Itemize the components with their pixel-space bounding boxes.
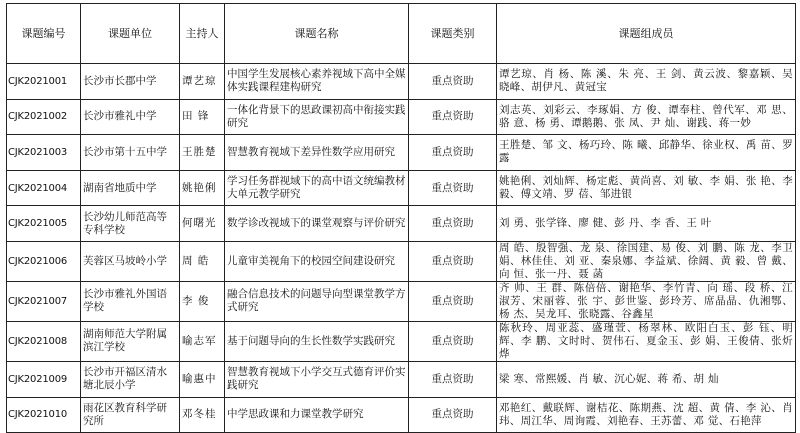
project-type: 重点资助 <box>409 99 497 135</box>
project-type: 重点资助 <box>409 241 497 281</box>
header-code: 课题编号 <box>7 4 81 64</box>
project-members: 陈秋玲、周亚蕊、盛瑾萱、杨翠林、欧阳白玉、彭 钰、明 辉、李 鹏、文时时、贺伟石、夏金玉、彭 娟、王俊倩、张炘烨 <box>497 321 796 361</box>
header-members: 课题组成员 <box>497 4 796 64</box>
project-name: 数学诊改视域下的课堂观察与评价研究 <box>225 206 409 242</box>
project-host: 姚艳俐 <box>180 170 225 206</box>
project-type: 重点资助 <box>409 64 497 100</box>
project-host: 谭艺琼 <box>180 64 225 100</box>
project-name: 儿童审美视角下的校园空间建设研究 <box>225 241 409 281</box>
project-type: 重点资助 <box>409 170 497 206</box>
project-members: 梁 寒、常熙媛、肖 敏、沉心妮、蒋 希、胡 灿 <box>497 361 796 397</box>
table-row <box>7 361 796 397</box>
table-row <box>7 397 796 433</box>
project-members: 谭艺琼、肖 杨、陈 溪、朱 亮、王 剑、黄云波、黎嘉颖、吴晓峰、胡伊凡、黄冠宝 <box>497 64 796 100</box>
project-name: 智慧教育视域下差异性数学应用研究 <box>225 135 409 171</box>
project-name: 学习任务群视域下的高中语文统编教材大单元教学研究 <box>225 170 409 206</box>
project-host: 王胜楚 <box>180 135 225 171</box>
project-name: 融合信息技术的问题导向型课堂教学方式研究 <box>225 281 409 321</box>
project-unit: 湖南师范大学附属滨江学校 <box>81 321 180 361</box>
project-unit: 长沙市雅礼外国语学校 <box>81 281 180 321</box>
table-row <box>7 206 796 242</box>
project-members: 刘志英、刘彩云、李琢娟、方 俊、谭奉柱、曾代军、邓 思、骆 意、杨 勇、谭鹅鹅、张 凤、尹 灿、谢践、蒋一妙 <box>497 99 796 135</box>
project-name: 中国学生发展核心素养视域下高中全媒体实践课程建构研究 <box>225 64 409 100</box>
project-type: 重点资助 <box>409 321 497 361</box>
project-members: 王胜楚、邹 文、杨巧玲、陈 曦、邱静华、徐业权、禹 苗、罗 露 <box>497 135 796 171</box>
project-name: 智慧教育视域下小学交互式德育评价实践研究 <box>225 361 409 397</box>
project-code: CJK2021001 <box>7 64 81 100</box>
project-members: 刘 勇、张学锋、廖 健、彭 丹、李 香、王 叶 <box>497 206 796 242</box>
project-name: 基于问题导向的生长性数学实践研究 <box>225 321 409 361</box>
table-row <box>7 281 796 321</box>
project-name: 中学思政课和力课堂教学研究 <box>225 397 409 433</box>
header-unit: 课题单位 <box>81 4 180 64</box>
project-type: 重点资助 <box>409 361 497 397</box>
project-unit: 湖南省地质中学 <box>81 170 180 206</box>
project-host: 李 俊 <box>180 281 225 321</box>
project-unit: 长沙幼儿师范高等专科学校 <box>81 206 180 242</box>
project-host: 周 皓 <box>180 241 225 281</box>
project-type: 重点资助 <box>409 281 497 321</box>
header-name: 课题名称 <box>225 4 409 64</box>
table-row <box>7 64 796 100</box>
table-row <box>7 321 796 361</box>
project-members: 齐 帅、王 群、陈倍倍、谢艳华、李竹青、向 瑶、段 桥、江淑芳、宋丽蓉、张 宇、彭世鉴、彭玲芳、席晶晶、仇湘鄂、杨 杰、吴龙耳、张晓露、谷鑫星 <box>497 281 796 321</box>
project-code: CJK2021008 <box>7 321 81 361</box>
header-type: 课题类别 <box>409 4 497 64</box>
project-unit: 长沙市第十五中学 <box>81 135 180 171</box>
project-code: CJK2021005 <box>7 206 81 242</box>
header-host: 主持人 <box>180 4 225 64</box>
project-code: CJK2021006 <box>7 241 81 281</box>
project-host: 喻惠中 <box>180 361 225 397</box>
project-type: 重点资助 <box>409 135 497 171</box>
header-row <box>7 4 796 64</box>
table-row <box>7 99 796 135</box>
project-code: CJK2021002 <box>7 99 81 135</box>
project-unit: 长沙市长郡中学 <box>81 64 180 100</box>
project-type: 重点资助 <box>409 397 497 433</box>
project-host: 喻志军 <box>180 321 225 361</box>
project-code: CJK2021004 <box>7 170 81 206</box>
project-unit: 长沙市雅礼中学 <box>81 99 180 135</box>
project-host: 邓冬桂 <box>180 397 225 433</box>
projects-table <box>6 3 796 433</box>
table-row <box>7 170 796 206</box>
project-name: 一体化背景下的思政课初高中衔接实践研究 <box>225 99 409 135</box>
project-code: CJK2021009 <box>7 361 81 397</box>
project-unit: 雨花区教育科学研究所 <box>81 397 180 433</box>
project-code: CJK2021007 <box>7 281 81 321</box>
project-host: 田 锋 <box>180 99 225 135</box>
project-unit: 长沙市开福区清水塘北辰小学 <box>81 361 180 397</box>
project-type: 重点资助 <box>409 206 497 242</box>
project-code: CJK2021003 <box>7 135 81 171</box>
project-members: 邓艳红、戴联辉、谢桔花、陈期燕、沈 超、黄 倩、李 沁、肖 玮、周江华、周询霞、刘艳春、王苏蕾、邓 觉、石艳萍 <box>497 397 796 433</box>
project-members: 周 皓、殷智强、龙 泉、徐国建、易 俊、刘 鹏、陈 龙、李卫娟、林佳佳、刘 亚、秦泉娜、李益斌、徐阔、黄 毅、曾 戴、向 恒、张一丹、聂 菡 <box>497 241 796 281</box>
table-row <box>7 241 796 281</box>
project-host: 何曙光 <box>180 206 225 242</box>
project-code: CJK2021010 <box>7 397 81 433</box>
table-row <box>7 135 796 171</box>
project-members: 姚艳俐、刘灿辉、杨定彪、黄尚喜、刘 敏、李 娟、张 艳、李 毅、傅文靖、罗 蓓、邹进银 <box>497 170 796 206</box>
project-unit: 芙蓉区马坡岭小学 <box>81 241 180 281</box>
